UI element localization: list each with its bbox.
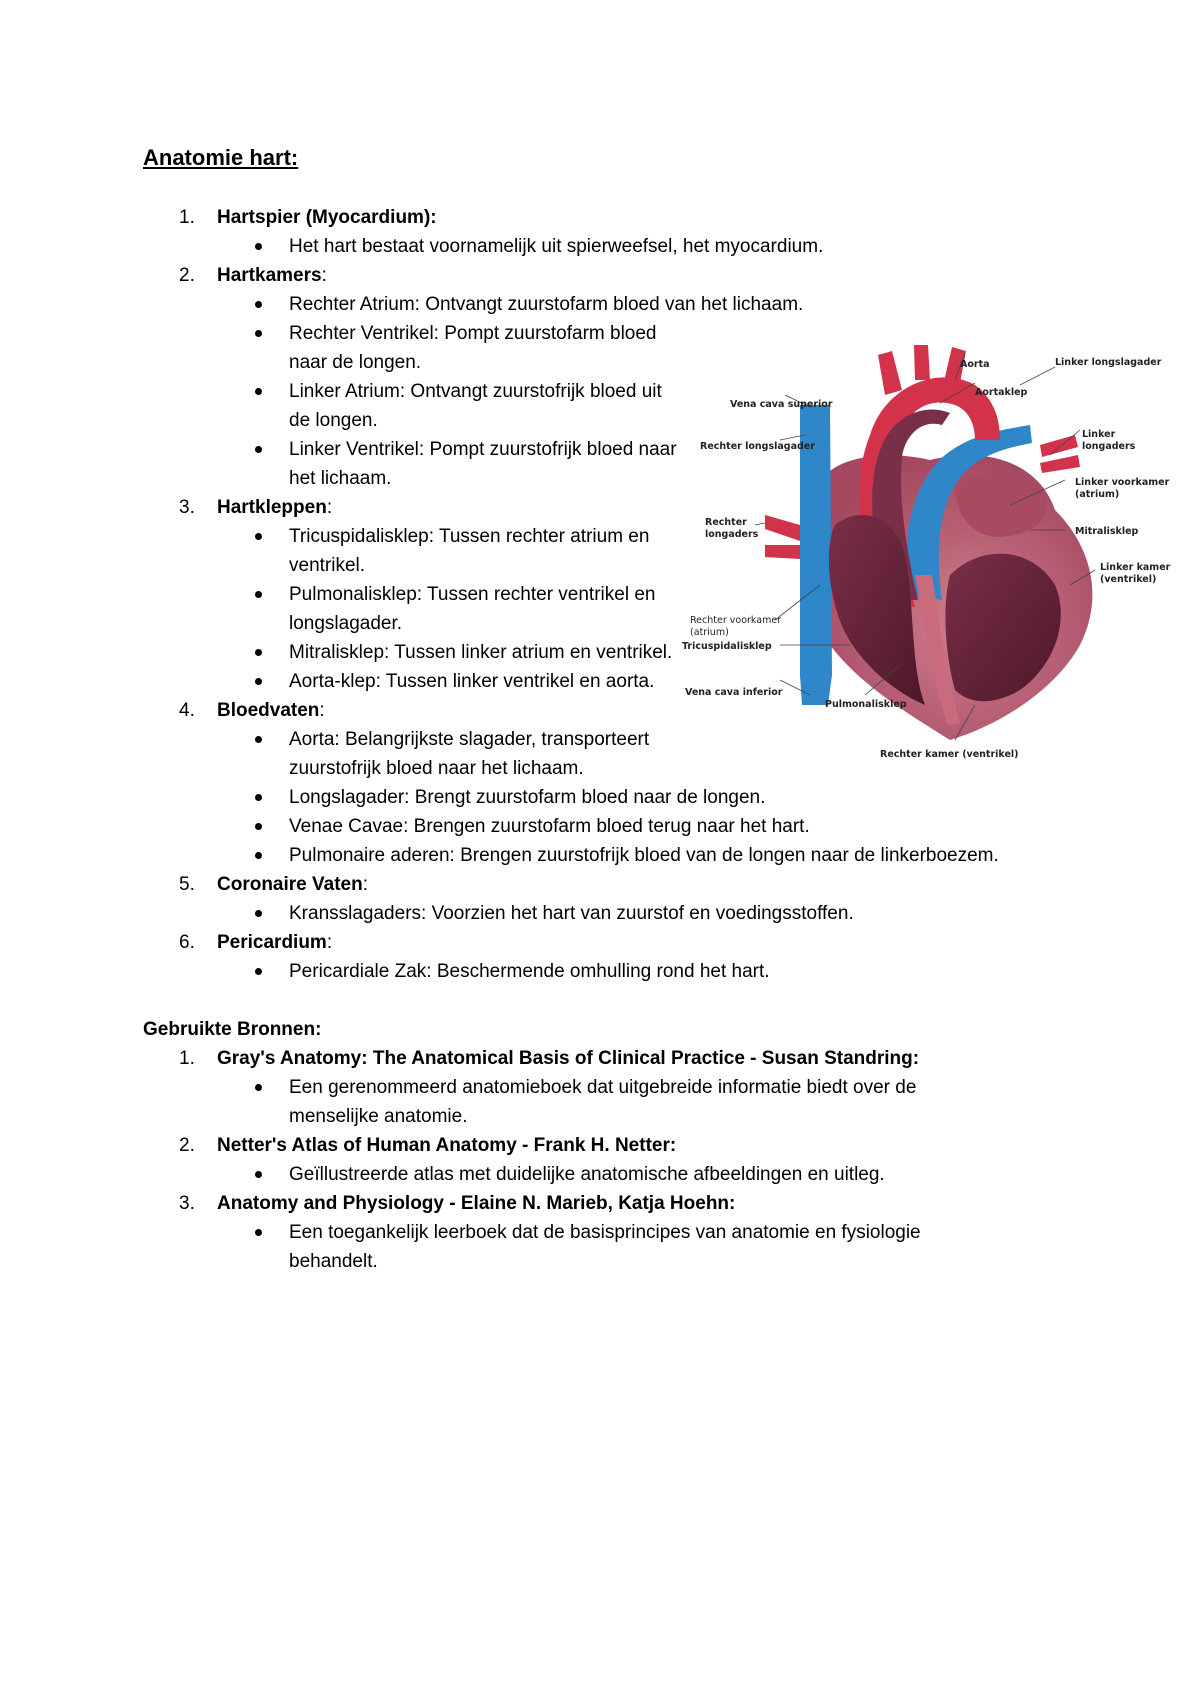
section-title-colon: :: [319, 700, 325, 721]
list-item: Tricuspidalisklep: Tussen rechter atrium en ventrikel.: [143, 522, 679, 580]
source-heading: [143, 1131, 1103, 1160]
section-title-colon: :: [326, 932, 333, 953]
source-anatomy-physiology: [143, 1189, 1103, 1276]
source-title: Gray's Anatomy: The Anatomical Basis of Clinical Practice - Susan Standring:: [217, 1048, 920, 1069]
section-title: Hartspier (Myocardium):: [217, 207, 437, 228]
list-item: Venae Cavae: Brengen zuurstofarm bloed terug naar het hart.: [143, 812, 1103, 841]
label-tricuspidalisklep: Tricuspidalisklep: [682, 641, 772, 652]
list-item: Rechter Ventrikel: Pompt zuurstofarm bloed naar de longen.: [143, 319, 679, 377]
label-rechter-longaders-2: longaders: [705, 529, 759, 540]
list-item: Een gerenommeerd anatomieboek dat uitgebreide informatie biedt over de menselijke anatomie.: [143, 1073, 989, 1131]
section-heading: [143, 203, 1103, 232]
list-item: Kransslagaders: Voorzien het hart van zuurstof en voedingsstoffen.: [143, 899, 1103, 928]
section-title-colon: :: [362, 874, 368, 895]
list-item: Het hart bestaat voornamelijk uit spierweefsel, het myocardium.: [143, 232, 1103, 261]
source-grays-anatomy: [143, 1044, 1103, 1131]
label-linker-voorkamer-2: (atrium): [1075, 489, 1120, 500]
label-linker-voorkamer-1: Linker voorkamer: [1075, 477, 1170, 488]
list-number: 2.: [179, 1135, 195, 1156]
section-title: Coronaire Vaten: [217, 874, 363, 895]
label-linker-kamer-1: Linker kamer: [1100, 562, 1171, 573]
section-heading: [143, 261, 1103, 290]
label-linker-longaders-2: longaders: [1082, 441, 1136, 452]
list-item: Mitralisklep: Tussen linker atrium en ventrikel.: [143, 638, 679, 667]
list-item: Aorta-klep: Tussen linker ventrikel en aorta.: [143, 667, 1103, 696]
list-number: 1.: [179, 1048, 195, 1069]
list-item: Pulmonalisklep: Tussen rechter ventrikel en longslagader.: [143, 580, 679, 638]
list-item: Linker Ventrikel: Pompt zuurstofrijk bloed naar het lichaam.: [143, 435, 679, 493]
label-rechter-voorkamer-1: Rechter voorkamer: [690, 615, 782, 626]
list-item: Longslagader: Brengt zuurstofarm bloed naar de longen.: [143, 783, 1103, 812]
section-hartspier: [143, 203, 1103, 261]
heart-diagram: [682, 345, 1185, 770]
label-linker-kamer-2: (ventrikel): [1100, 574, 1157, 585]
label-aorta: Aorta: [960, 359, 990, 370]
label-pulmonalisklep: Pulmonalisklep: [825, 699, 907, 710]
list-item: Aorta: Belangrijkste slagader, transporteert zuurstofrijk bloed naar het lichaam.: [143, 725, 689, 783]
list-item: Pericardiale Zak: Beschermende omhulling rond het hart.: [143, 957, 1103, 986]
section-heading: [143, 928, 1103, 957]
list-item: Linker Atrium: Ontvangt zuurstofrijk bloed uit de longen.: [143, 377, 679, 435]
section-title-colon: :: [321, 265, 327, 286]
label-rechter-kamer: Rechter kamer (ventrikel): [880, 749, 1019, 760]
section-title: Bloedvaten: [217, 700, 320, 721]
label-linker-longaders-1: Linker: [1082, 429, 1116, 440]
label-rechter-longslagader: Rechter longslagader: [700, 441, 815, 452]
list-number: 6.: [179, 932, 195, 953]
list-number: 5.: [179, 874, 195, 895]
list-number: 4.: [179, 700, 195, 721]
label-vena-cava-inferior: Vena cava inferior: [685, 687, 783, 698]
label-mitralisklep: Mitralisklep: [1075, 526, 1139, 537]
section-title-colon: :: [326, 497, 333, 518]
label-vena-cava-superior: Vena cava superior: [730, 399, 833, 410]
section-title: Hartkleppen: [217, 497, 327, 518]
source-title: Netter's Atlas of Human Anatomy - Frank H. Netter:: [217, 1135, 677, 1156]
sources-heading: Gebruikte Bronnen:: [143, 1019, 322, 1040]
section-coronaire-vaten: [143, 870, 1103, 928]
page-title: Anatomie hart:: [143, 145, 299, 170]
list-item: Rechter Atrium: Ontvangt zuurstofarm bloed van het lichaam.: [143, 290, 1103, 319]
source-heading: [143, 1189, 1103, 1218]
list-number: 3.: [179, 1193, 195, 1214]
source-netters-atlas: [143, 1131, 1103, 1189]
section-title: Hartkamers: [217, 265, 322, 286]
section-pericardium: [143, 928, 1103, 986]
section-title: Pericardium: [217, 932, 327, 953]
list-item: Een toegankelijk leerboek dat de basisprincipes van anatomie en fysiologie behandelt.: [143, 1218, 989, 1276]
section-heading: [143, 870, 1103, 899]
list-item: Pulmonaire aderen: Brengen zuurstofrijk bloed van de longen naar de linkerboezem.: [143, 841, 1103, 870]
right-pulmonary-veins: [765, 515, 800, 559]
left-pulmonary-veins: [1040, 435, 1080, 473]
label-rechter-longaders-1: Rechter: [705, 517, 747, 528]
source-title: Anatomy and Physiology - Elaine N. Marieb, Katja Hoehn:: [217, 1193, 736, 1214]
list-item: Geïllustreerde atlas met duidelijke anatomische afbeeldingen en uitleg.: [143, 1160, 1103, 1189]
list-number: 3.: [179, 497, 195, 518]
list-number: 2.: [179, 265, 195, 286]
label-rechter-voorkamer-2: (atrium): [690, 627, 729, 638]
source-heading: [143, 1044, 1103, 1073]
label-aortaklep: Aortaklep: [975, 387, 1028, 398]
list-number: 1.: [179, 207, 195, 228]
label-linker-longslagader: Linker longslagader: [1055, 357, 1162, 368]
